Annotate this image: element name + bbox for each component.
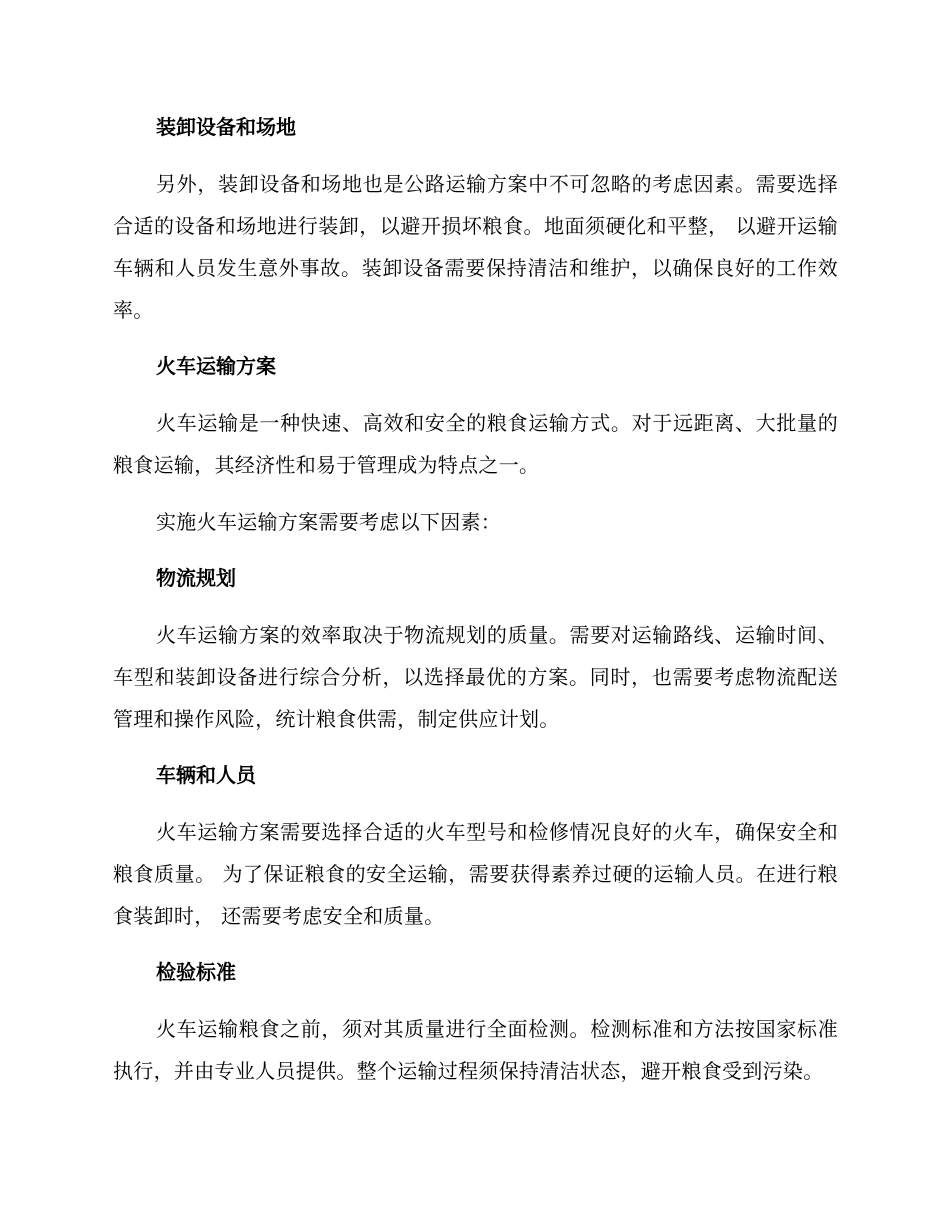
paragraph-vehicles-personnel: 火车运输方案需要选择合适的火车型号和检修情况良好的火车，确保安全和粮食质量。 为了保证粮食的安全运输，需要获得素养过硬的运输人员。在进行粮食装卸时， 还需要考虑安全和质量。 [113, 820, 838, 928]
document-page [113, 107, 838, 1092]
paragraph-inspection-standards: 火车运输粮食之前，须对其质量进行全面检测。检测标准和方法按国家标准执行，并由专业人员提供。整个运输过程须保持清洁状态，避开粮食受到污染。 [113, 1017, 838, 1083]
section-heading-train-transport: 火车运输方案 [156, 354, 276, 378]
paragraph-train-transport-intro: 火车运输是一种快速、高效和安全的粮食运输方式。对于远距离、大批量的粮食运输，其经济性和易于管理成为特点之一。 [113, 411, 838, 477]
paragraph-logistics-planning: 火车运输方案的效率取决于物流规划的质量。需要对运输路线、运输时间、车型和装卸设备进行综合分析，以选择最优的方案。同时，也需要考虑物流配送管理和操作风险，统计粮食供需，制定供应计划。 [113, 623, 838, 731]
section-heading-logistics-planning: 物流规划 [156, 566, 236, 590]
section-heading-vehicles-personnel: 车辆和人员 [156, 763, 256, 787]
section-heading-inspection-standards: 检验标准 [156, 960, 236, 984]
paragraph-loading-equipment: 另外，装卸设备和场地也是公路运输方案中不可忽略的考虑因素。需要选择合适的设备和场地进行装卸，以避开损坏粮食。地面须硬化和平整， 以避开运输车辆和人员发生意外事故。装卸设备需要保持清洁和维护，以确保良好的工作效率。 [113, 172, 838, 322]
section-heading-loading-equipment: 装卸设备和场地 [156, 115, 296, 139]
paragraph-train-factors: 实施火车运输方案需要考虑以下因素： [156, 510, 502, 534]
